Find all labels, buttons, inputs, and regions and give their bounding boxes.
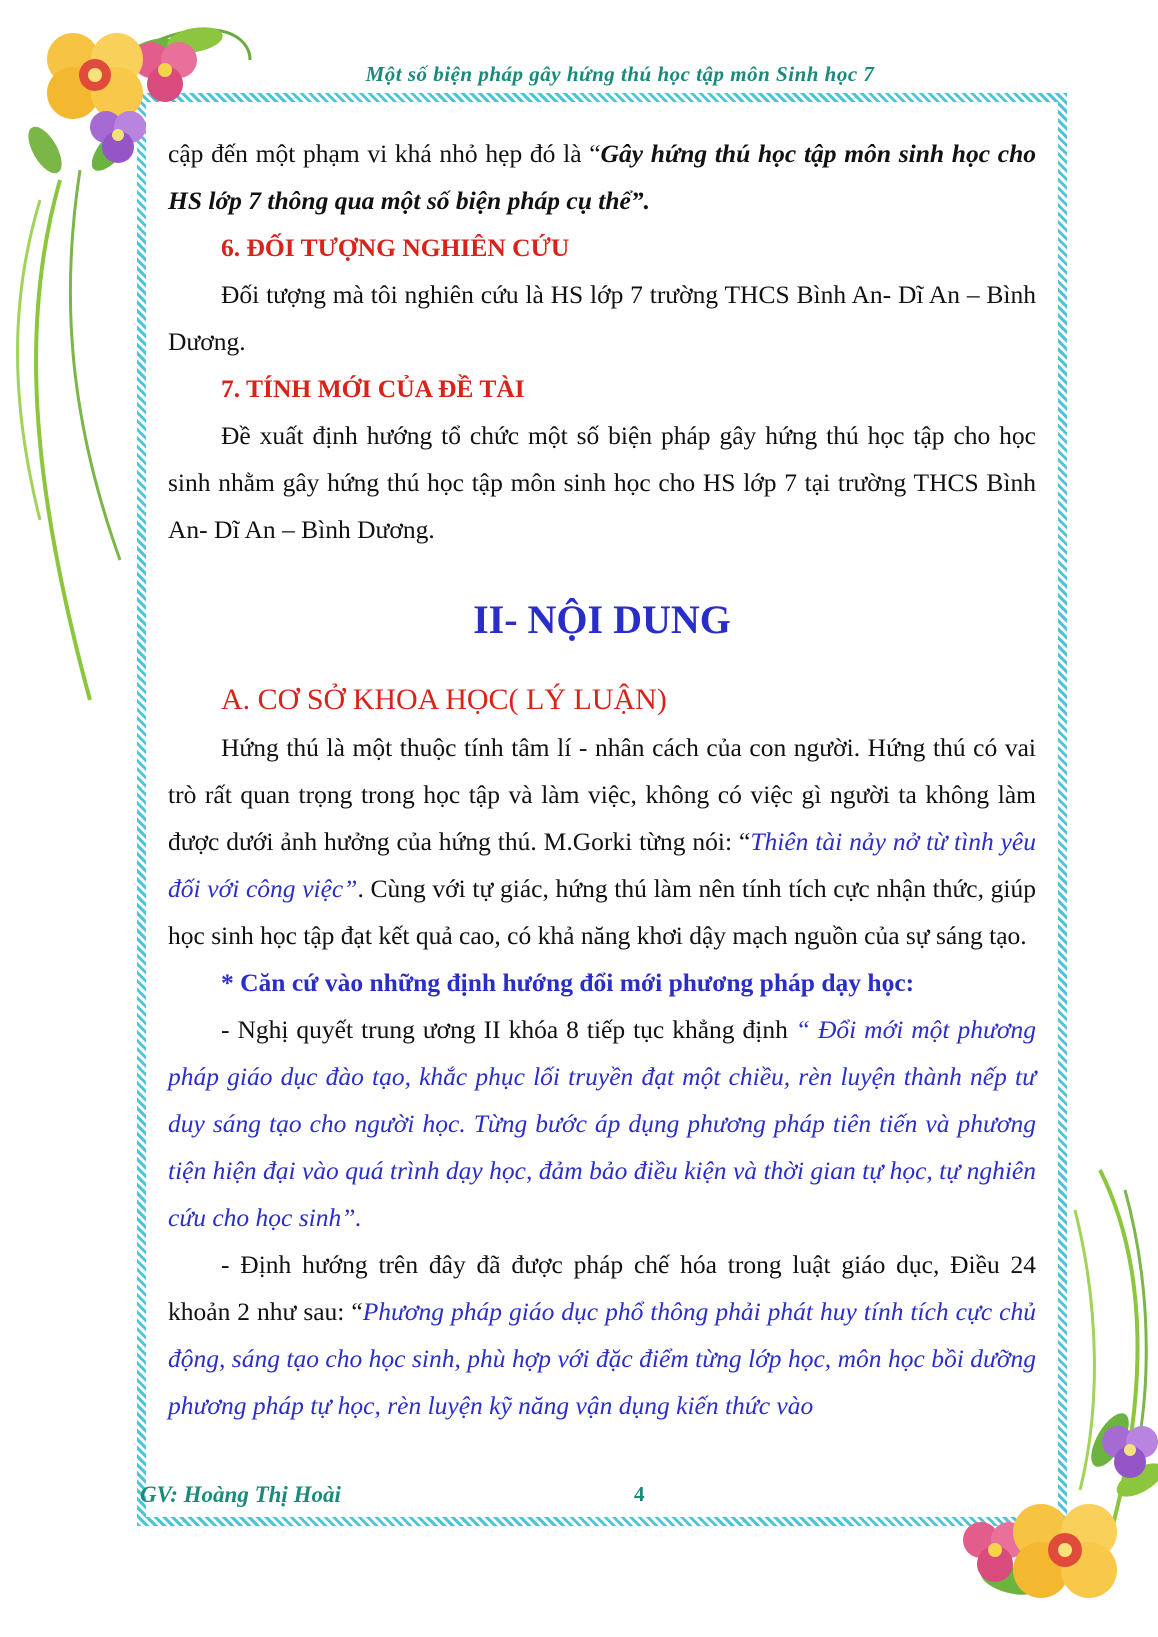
subsection-title: A. CƠ SỞ KHOA HỌC( LÝ LUẬN): [221, 683, 667, 716]
bullet-heading: * Căn cứ vào những định hướng đổi mới phương pháp dạy học:: [221, 968, 915, 997]
gorki-quote: Thiên tài nảy nở từ tình yêu đối với công việc”: [168, 827, 1036, 903]
paragraph-resolution: [168, 1006, 1036, 1241]
paragraph-scope-text: cập đến một phạm vi khá nhỏ hẹp đó là “: [168, 139, 601, 168]
paragraph-scope-bold: Gây hứng thú học tập môn sinh học cho HS lớp 7 thông qua một số biện pháp cụ thể”.: [168, 139, 1037, 215]
paragraph-novelty: Đề xuất định hướng tổ chức một số biện pháp gây hứng thú học tập cho học sinh nhằm gây hứng thú học tập môn sinh học cho HS lớp 7 tại trường THCS Bình An- Dĩ An – Bình Dương.: [168, 421, 1036, 544]
heading-novelty: 7. TÍNH MỚI CỦA ĐỀ TÀI: [221, 374, 525, 403]
heading-research-subject: 6. ĐỐI TƯỢNG NGHIÊN CỨU: [221, 233, 570, 262]
paragraph-interest: [168, 724, 1036, 959]
page-header-title: Một số biện pháp gây hứng thú học tập môn Sinh học 7: [365, 62, 875, 86]
paragraph-education-law-text: - Định hướng trên đây đã được pháp chế hóa trong luật giáo dục, Điều 24 khoản 2 như sau: “: [168, 1250, 1036, 1326]
document-body: [168, 130, 1036, 1429]
paragraph-interest-text: Hứng thú là một thuộc tính tâm lí - nhân cách của con người. Hứng thú có vai trò rất quan trọng trong học tập và làm việc, không có việc gì người ta không làm được dưới ảnh hưởng của hứng thú. M.Gorki từng nói: “: [168, 733, 1036, 856]
resolution-quote: “ Đổi mới một phương pháp giáo dục đào tạo, khắc phục lối truyền đạt một chiều, rèn luyện thành nếp tư duy sáng tạo cho người học. Từng bước áp dụng phương pháp tiên tiến và phương tiện hiện đại vào quá trình dạy học, đảm bảo điều kiện và thời gian tự học, tự nghiên cứu cho học sinh”.: [168, 1015, 1036, 1232]
paragraph-scope: [168, 130, 1036, 224]
paragraph-interest-end: . Cùng với tự giác, hứng thú làm nên tính tích cực nhận thức, giúp học sinh học tập đạt kết quả cao, có khả năng khơi dậy mạch nguồn của sự sáng tạo.: [168, 874, 1037, 950]
paragraph-research-subject: Đối tượng mà tôi nghiên cứu là HS lớp 7 trường THCS Bình An- Dĩ An – Bình Dương.: [168, 280, 1036, 356]
section-title: II- NỘI DUNG: [473, 597, 731, 642]
education-law-quote: Phương pháp giáo dục phổ thông phải phát huy tính tích cực chủ động, sáng tạo cho học sinh, phù hợp với đặc điểm từng lớp học, môn học bồi dưỡng phương pháp tự học, rèn luyện kỹ năng vận dụng kiến thức vào: [168, 1297, 1036, 1420]
paragraph-education-law: [168, 1241, 1036, 1429]
footer-teacher-name: GV: Hoàng Thị Hoài: [140, 1482, 341, 1507]
page-number: 4: [634, 1482, 645, 1506]
paragraph-resolution-text: - Nghị quyết trung ương II khóa 8 tiếp tục khẳng định: [221, 1015, 796, 1044]
